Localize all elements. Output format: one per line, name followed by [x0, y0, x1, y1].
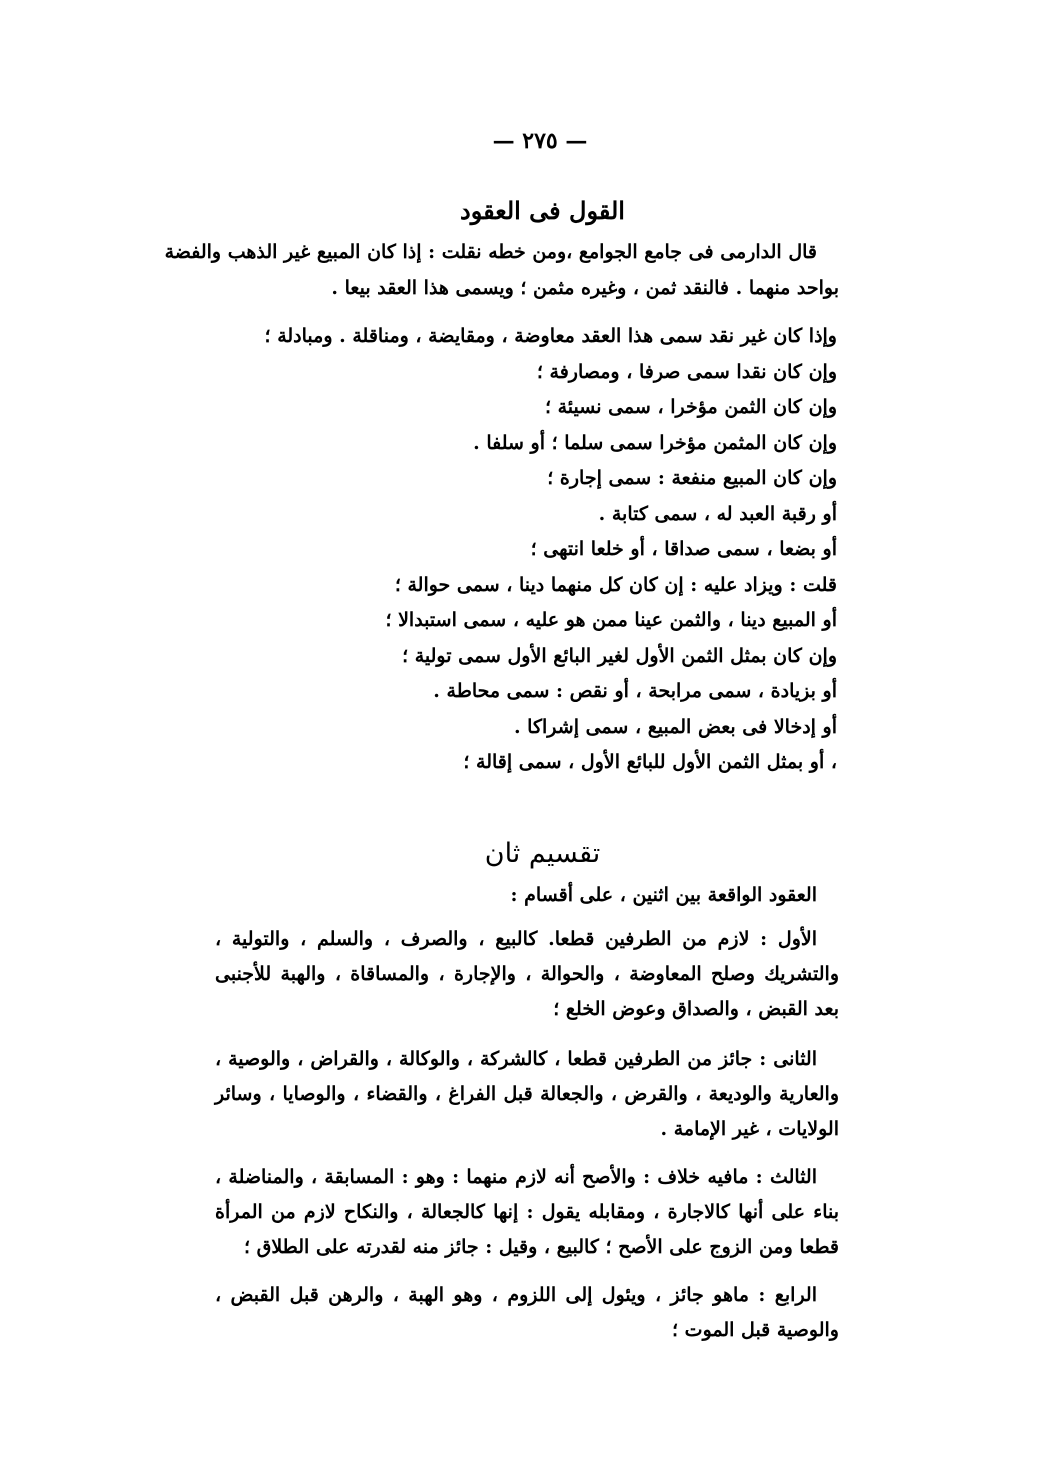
paragraph-third [215, 1160, 839, 1265]
list-item: أو رقبة العبد له ، سمى كتابة . [598, 502, 837, 525]
intro-line-1: قال الدارمى فى جامع الجوامع ،ومن خطه نقلت : إذا كان المبيع غير الذهب والفضة [164, 241, 817, 263]
paragraph-text: الأول : لازم من الطرفين قطعا. كالبيع ، والصرف ، والسلم ، والتولية ، والتشريك وصلح المعاوضة ، والحوالة ، والإجارة ، والمساقاة ، والهبة للأجنبى بعد القبض ، والصداق وعوض الخلع ؛ [215, 928, 839, 1020]
list-item: وإن كان بمثل الثمن الأول لغير البائع الأول سمى تولية ؛ [402, 644, 837, 667]
paragraph-second [215, 1042, 839, 1147]
intro-line-2: بواحد منهما . فالنقد ثمن ، وغيره مثمن ؛ ويسمى هذا العقد بيعا . [331, 276, 839, 299]
list-item: وإن كان المبيع منفعة : سمى إجارة ؛ [547, 467, 837, 489]
list-item: وإن كان الثمن مؤخرا ، سمى نسيئة ؛ [544, 396, 837, 418]
list-item: وإذا كان غير نقد سمى هذا العقد معاوضة ، ومقايضة ، ومناقلة . ومبادلة ؛ [264, 325, 837, 347]
intro-paragraph [164, 235, 839, 306]
section-heading-second-division: تقسيم ثان [484, 838, 601, 869]
list-item: أو بضعا ، سمى صداقا ، أو خلعا انتهى ؛ [530, 538, 837, 560]
paragraph-text: الثانى : جائز من الطرفين قطعا ، كالشركة ، والوكالة ، والقراض ، والوصية ، والعارية والوديعة ، والقرض ، والجعالة قبل الفراغ ، والقضاء ، والوصايا ، وسائر الولايات ، غير الإمامة . [215, 1048, 839, 1140]
section-intro: العقود الواقعة بين اثنين ، على أقسام : [510, 884, 817, 906]
list-item: أو إدخالا فى بعض المبيع ، سمى إشراكا . [513, 715, 837, 738]
paragraph-text: الرابع : ماهو جائز ، ويئول إلى اللزوم ، وهو الهبة ، والرهن قبل القبض ، والوصية قبل الموت ؛ [215, 1284, 839, 1341]
paragraph-text: الثالث : مافيه خلاف : والأصح أنه لازم منهما : وهو : المسابقة ، والمناضلة ، بناء على أنها كالاجارة ، ومقابله يقول : إنها كالجعالة ، والنكاح لازم من المرأة قطعا ومن الزوج على الأصح ؛ كالبيع ، وقيل : جائز منه لقدرته على الطلاق ؛ [215, 1166, 839, 1258]
list-item: قلت : ويزاد عليه : إن كان كل منهما دينا ، سمى حوالة ؛ [394, 573, 837, 596]
list-item: وإن كان المثمن مؤخرا سمى سلما ؛ أو سلفا . [473, 431, 837, 454]
paragraph-fourth [215, 1278, 839, 1348]
page-number: — ٢٧٥ — [492, 128, 588, 154]
section-heading-contracts: القول فى العقود [460, 196, 625, 225]
list-item: ، أو بمثل الثمن الأول للبائع الأول ، سمى إقالة ؛ [463, 751, 837, 773]
list-item: أو بزيادة ، سمى مرابحة ، أو نقص : سمى محاطة . [433, 680, 837, 702]
list-item: وإن كان نقدا سمى صرفا ، ومصارفة ؛ [536, 360, 837, 383]
list-item: أو المبيع دينا ، والثمن عينا ممن هو عليه ، سمى استبدالا ؛ [385, 609, 837, 631]
contract-types-list [197, 319, 837, 781]
paragraph-first [215, 922, 839, 1027]
